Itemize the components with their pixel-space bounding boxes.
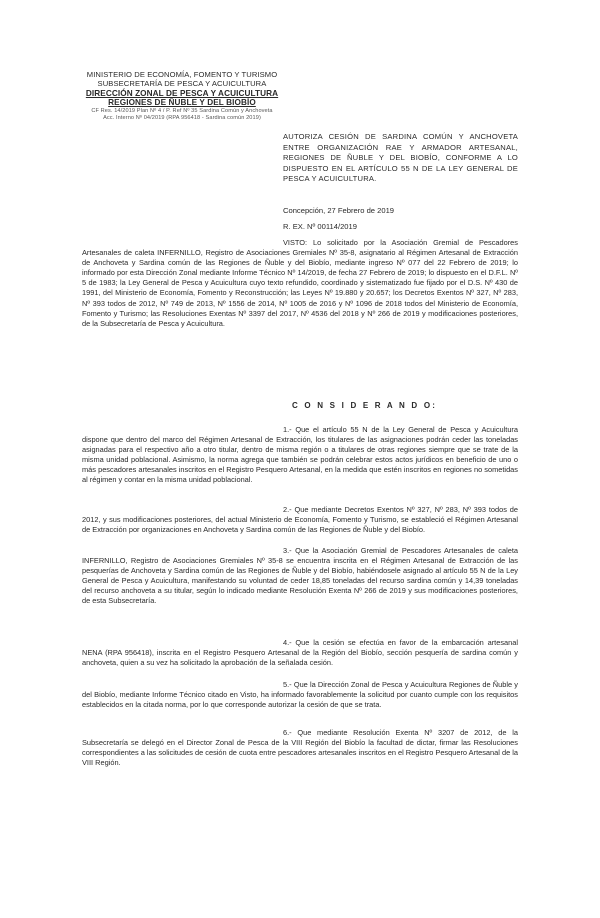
ministry-name: MINISTERIO DE ECONOMÍA, FOMENTO Y TURISMO	[86, 70, 278, 79]
resolution-title: AUTORIZA CESIÓN DE SARDINA COMÚN Y ANCHOVETA ENTRE ORGANIZACIÓN RAE Y ARMADOR ARTESANAL, REGIONES DE ÑUBLE Y DEL BIOBÍO, CONFORME A LO DISPUESTO EN EL ARTÍCULO 55 N DE LA LEY GENERAL DE PESCA Y ACUICULTURA.	[283, 132, 518, 183]
regions-name: REGIONES DE ÑUBLE Y DEL BIOBÍO	[108, 98, 256, 108]
reference-line-2: Acc. Interno Nº 04/2019 (RPA 956418 - Sardina común 2019)	[103, 114, 261, 121]
vistos-text: Lo solicitado por la Asociación Gremial de Pescadores Artesanales de caleta INFERNILLO, Registro de Asociaciones Gremiales Nº 35-8, asignatario al Régimen Artesanal de Extracción de Anchoveta y Sardina común de las Regiones de Ñuble y del Biobío, mediante ingreso Nº 077 del 22 Febrero de 2019; lo informado por esta Dirección Zonal mediante Informe Técnico Nº 14/2019, de fecha 27 Febrero de 2019; lo dispuesto en el D.F.L. Nº 5 de 1983; la Ley General de Pesca y Acuicultura cuyo texto refundido, coordinado y sistematizado fue fijado por el D.S. Nº 430 de 1991, del Ministerio de Economía, Fomento y Reconstrucción; las Leyes Nº 19.880 y 20.657; los Decretos Exentos Nº 327, Nº 283, Nº 393 todos de 2012, Nº 749 de 2013, Nº 1556 de 2014, Nº 1005 de 2016 y Nº 1096 de 2018 todos del Ministerio de Economía, Fomento y Turismo; las Resoluciones Exentas Nº 3397 del 2017, Nº 4536 del 2018 y Nº 266 de 2019 y modificaciones posteriores, de la Subsecretaría de Pesca y Acuicultura.	[82, 238, 518, 328]
resolution-number: R. EX. Nº 00114/2019	[283, 222, 357, 231]
vistos-label: VISTO:	[283, 238, 308, 247]
vistos-paragraph	[82, 238, 518, 329]
considerando-paragraph: 4.- Que la cesión se efectúa en favor de la embarcación artesanal NENA (RPA 956418), inscrita en el Registro Pesquero Artesanal de la Región del Biobío, sección pesquería de sardina común y anchoveta, quien a su vez ha solicitado la aprobación de la señalada cesión.	[82, 638, 518, 668]
reference-line-1: CF Res. 14/2019 Plan Nº 4 / P. Ref Nº 35 Sardina Común y Anchoveta	[91, 107, 273, 114]
undersecretariat-name: SUBSECRETARÍA DE PESCA Y ACUICULTURA	[97, 79, 267, 89]
considerando-paragraph: 5.- Que la Dirección Zonal de Pesca y Acuicultura Regiones de Ñuble y del Biobío, mediante Informe Técnico citado en Visto, ha informado favorablemente la solicitud por cuanto cumple con los requisitos establecidos en la citada norma, por lo que corresponde autorizar la cesión de que se trata.	[82, 680, 518, 710]
considerando-paragraph: 6.- Que mediante Resolución Exenta Nº 3207 de 2012, de la Subsecretaría se delegó en el Director Zonal de Pesca de la VIII Región del Biobío la facultad de dictar, firmar las Resoluciones correspondientes a las solicitudes de cesión de cuota entre pescadores artesanales inscritos en el Registro Pesquero Artesanal de la VIII Región.	[82, 728, 518, 768]
considerando-heading: C O N S I D E R A N D O:	[292, 401, 438, 410]
issuer-header	[82, 70, 282, 122]
considerando-paragraph: 1.- Que el artículo 55 N de la Ley General de Pesca y Acuicultura dispone que dentro del marco del Régimen Artesanal de Extracción, los titulares de las asignaciones podrán ceder las toneladas asignadas para el respectivo año a otro titular, dentro de misma región o a titulares de otras regiones siempre que se trate de la misma unidad poblacional. Asimismo, la norma agrega que también se podrán celebrar estos actos jurídicos en beneficio de uno o más pescadores artesanales inscritos en el Registro Pesquero Artesanal, en la medida que estén inscritos en regiones no sometidas al régimen y contar en la misma unidad poblacional.	[82, 425, 518, 485]
zonal-directorate-name: DIRECCIÓN ZONAL DE PESCA Y ACUICULTURA	[85, 88, 279, 98]
place-date: Concepción, 27 Febrero de 2019	[283, 206, 395, 215]
considerando-paragraph: 2.- Que mediante Decretos Exentos Nº 327, Nº 283, Nº 393 todos de 2012, y sus modificaciones posteriores, del actual Ministerio de Economía, Fomento y Turismo, se estableció el Régimen Artesanal de Extracción por organizaciones en Anchoveta y Sardina común de las Regiones de Ñuble y del Biobío.	[82, 505, 518, 535]
considerando-paragraph: 3.- Que la Asociación Gremial de Pescadores Artesanales de caleta INFERNILLO, Registro de Asociaciones Gremiales Nº 35-8 se encuentra inscrita en el Régimen Artesanal de Extracción de las pesquerías de Anchoveta y Sardina común de las Regiones de Ñuble y del Biobío, habiéndosele asignado al artículo 55 N de la Ley General de Pesca y Acuicultura, manifestando su voluntad de ceder 18,85 toneladas del recurso sardina común y 14,39 toneladas del recurso anchoveta a su titular, según lo indicado mediante Resolución Exenta Nº 266 de 2019 y sus modificaciones posteriores, de esta Subsecretaría.	[82, 546, 518, 606]
